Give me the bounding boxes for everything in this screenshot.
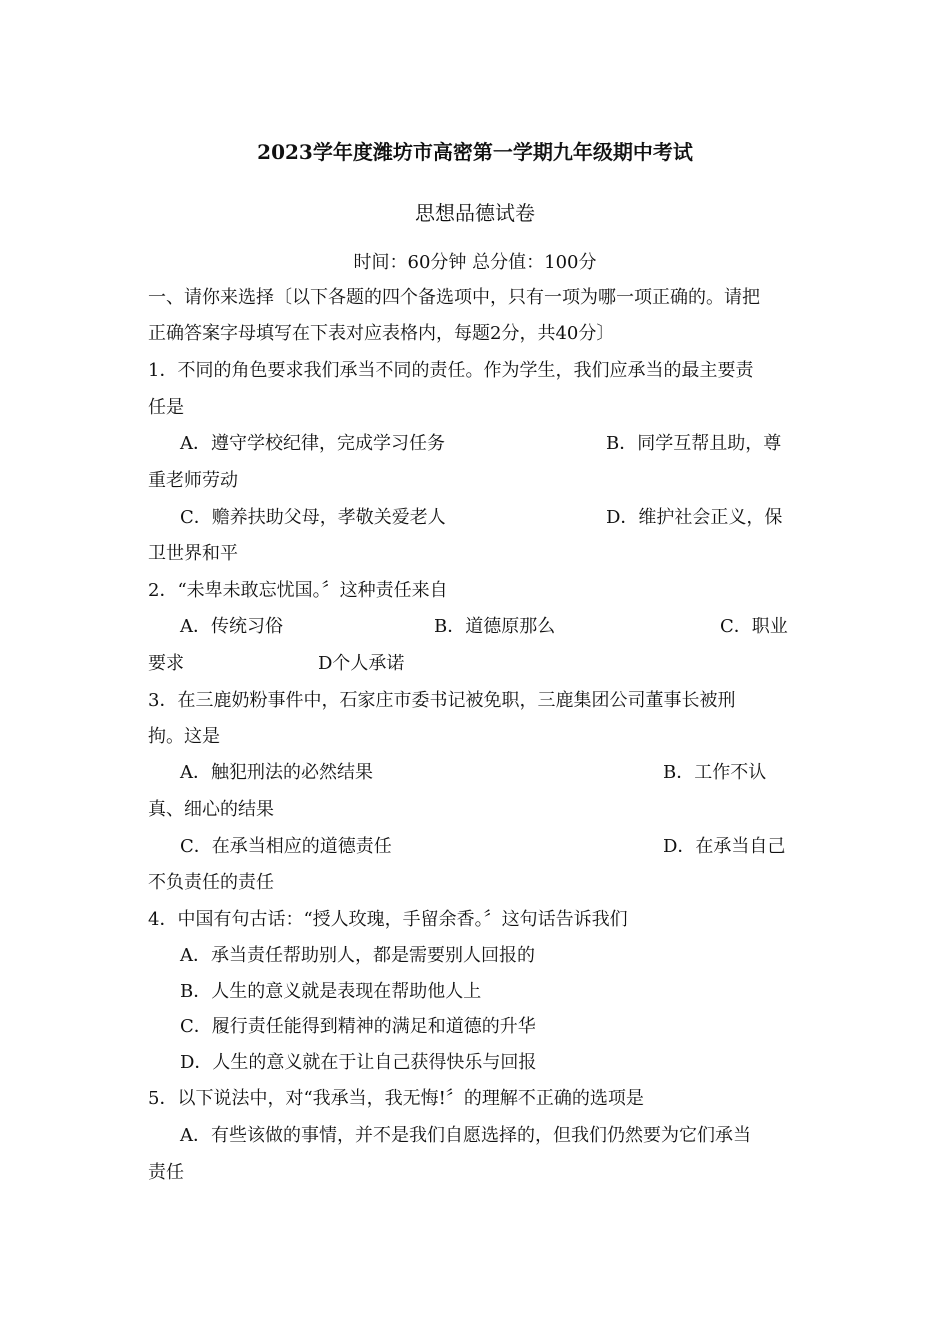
exam-title: 2023学年度潍坊市高密第一学期九年级期中考试 — [257, 140, 693, 164]
q2-option-b: B．道德原那么 — [434, 616, 556, 637]
q3-option-c: C．在承当相应的道德责任 — [180, 836, 392, 857]
q4-option-a: A．承当责任帮助别人，都是需要别人回报的 — [180, 945, 535, 966]
q3-option-d-continued: 不负责任的责任 — [148, 872, 274, 893]
q4-option-c: C．履行责任能得到精神的满足和道德的升华 — [180, 1016, 536, 1037]
q2-option-d: D个人承诺 — [318, 653, 405, 674]
q4-option-b: B．人生的意义就是表现在帮助他人上 — [180, 981, 482, 1002]
q2-option-c-continued: 要求 — [148, 653, 184, 674]
q5-option-a-continued: 责任 — [148, 1162, 184, 1183]
q4-stem: 4．中国有句古话：“授人玫瑰，手留余香。〞这句话告诉我们 — [148, 909, 628, 930]
q4-option-d: D．人生的意义就在于让自己获得快乐与回报 — [180, 1052, 537, 1073]
q1-option-b-continued: 重老师劳动 — [148, 470, 238, 491]
section-intro-line1: 一、请你来选择〔以下各题的四个备选项中，只有一项为哪一项正确的。请把 — [148, 287, 760, 308]
q1-option-a: A．遵守学校纪律，完成学习任务 — [180, 433, 445, 454]
q2-option-c: C．职业 — [720, 616, 788, 637]
q3-stem-line2: 拘。这是 — [148, 726, 220, 747]
q3-option-b: B．工作不认 — [663, 762, 767, 783]
q3-stem-line1: 3．在三鹿奶粉事件中，石家庄市委书记被免职，三鹿集团公司董事长被刑 — [148, 690, 736, 711]
q1-stem-line1: 1．不同的角色要求我们承当不同的责任。作为学生，我们应承当的最主要责 — [148, 360, 754, 381]
q5-option-a: A．有些该做的事情，并不是我们自愿选择的，但我们仍然要为它们承当 — [180, 1125, 751, 1146]
q1-option-d: D．维护社会正义，保 — [606, 507, 783, 528]
exam-meta: 时间：60分钟 总分值：100分 — [353, 252, 597, 273]
q2-stem: 2．“未卑未敢忘忧国。〞这种责任来自 — [148, 580, 448, 601]
q3-option-a: A．触犯刑法的必然结果 — [180, 762, 373, 783]
q3-option-b-continued: 真、细心的结果 — [148, 799, 274, 820]
q3-option-d: D．在承当自己 — [663, 836, 786, 857]
q1-option-d-continued: 卫世界和平 — [148, 543, 238, 564]
exam-subtitle: 思想品德试卷 — [415, 201, 535, 225]
section-intro-line2: 正确答案字母填写在下表对应表格内，每题2分，共40分〕 — [148, 323, 615, 344]
q2-option-a: A．传统习俗 — [180, 616, 283, 637]
q1-stem-line2: 任是 — [148, 397, 184, 418]
q1-option-b: B．同学互帮且助，尊 — [606, 433, 782, 454]
q1-option-c: C．赡养扶助父母，孝敬关爱老人 — [180, 507, 446, 528]
q5-stem: 5．以下说法中，对“我承当，我无悔!〞的理解不正确的选项是 — [148, 1088, 644, 1109]
